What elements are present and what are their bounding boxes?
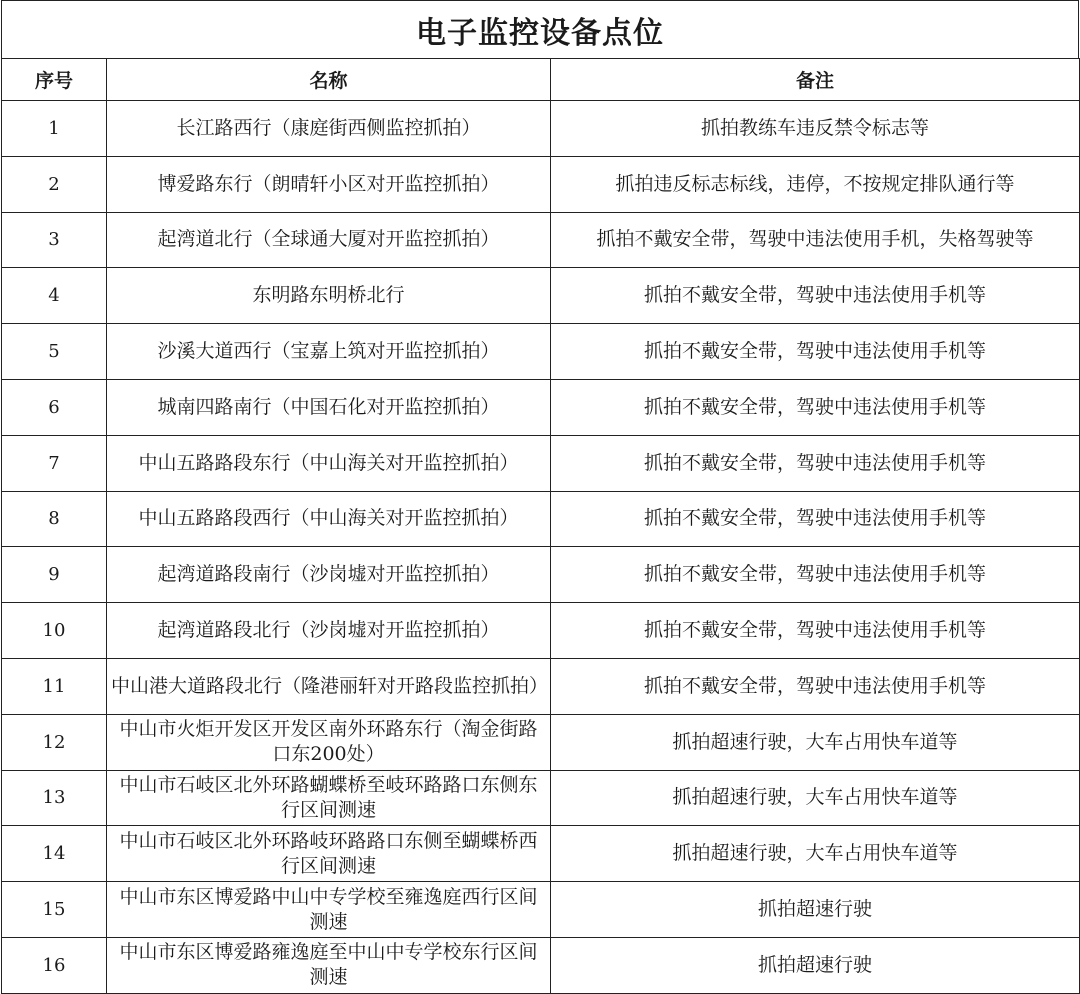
row-index: 2	[2, 156, 107, 212]
row-name: 中山市东区博爱路雍逸庭至中山中专学校东行区间测速	[107, 937, 551, 993]
row-note: 抓拍不戴安全带，驾驶中违法使用手机等	[551, 603, 1080, 659]
row-note: 抓拍不戴安全带，驾驶中违法使用手机等	[551, 379, 1080, 435]
row-index: 15	[2, 882, 107, 938]
row-name: 沙溪大道西行（宝嘉上筑对开监控抓拍）	[107, 324, 551, 380]
table-row	[2, 826, 1080, 882]
table-row	[2, 937, 1080, 993]
row-name: 中山市石岐区北外环路蝴蝶桥至岐环路路口东侧东行区间测速	[107, 770, 551, 826]
row-name: 中山市石岐区北外环路岐环路路口东侧至蝴蝶桥西行区间测速	[107, 826, 551, 882]
row-note: 抓拍不戴安全带，驾驶中违法使用手机等	[551, 268, 1080, 324]
row-index: 6	[2, 379, 107, 435]
table-header	[2, 59, 1080, 101]
row-index: 12	[2, 714, 107, 770]
row-note: 抓拍违反标志标线，违停，不按规定排队通行等	[551, 156, 1080, 212]
row-name: 中山市火炬开发区开发区南外环路东行（淘金街路口东200处）	[107, 714, 551, 770]
row-note: 抓拍不戴安全带，驾驶中违法使用手机等	[551, 658, 1080, 714]
table-row	[2, 882, 1080, 938]
row-name: 东明路东明桥北行	[107, 268, 551, 324]
table-row	[2, 212, 1080, 268]
table-row	[2, 714, 1080, 770]
table-row	[2, 156, 1080, 212]
table-row	[2, 268, 1080, 324]
row-name: 起湾道路段南行（沙岗墟对开监控抓拍）	[107, 547, 551, 603]
row-name: 中山五路路段东行（中山海关对开监控抓拍）	[107, 435, 551, 491]
row-index: 8	[2, 491, 107, 547]
row-name: 中山市东区博爱路中山中专学校至雍逸庭西行区间测速	[107, 882, 551, 938]
row-name: 中山港大道路段北行（隆港丽轩对开路段监控抓拍）	[107, 658, 551, 714]
row-index: 5	[2, 324, 107, 380]
table-title: 电子监控设备点位	[1, 0, 1079, 58]
row-index: 13	[2, 770, 107, 826]
header-index: 序号	[2, 59, 107, 101]
table-row	[2, 491, 1080, 547]
row-index: 16	[2, 937, 107, 993]
row-note: 抓拍不戴安全带，驾驶中违法使用手机等	[551, 435, 1080, 491]
row-note: 抓拍超速行驶	[551, 937, 1080, 993]
header-row	[2, 59, 1080, 101]
row-index: 3	[2, 212, 107, 268]
row-index: 14	[2, 826, 107, 882]
row-note: 抓拍教练车违反禁令标志等	[551, 101, 1080, 157]
row-note: 抓拍不戴安全带，驾驶中违法使用手机等	[551, 491, 1080, 547]
row-name: 长江路西行（康庭街西侧监控抓拍）	[107, 101, 551, 157]
table-row	[2, 770, 1080, 826]
row-note: 抓拍不戴安全带，驾驶中违法使用手机等	[551, 324, 1080, 380]
header-note: 备注	[551, 59, 1080, 101]
row-note: 抓拍不戴安全带，驾驶中违法使用手机等	[551, 547, 1080, 603]
monitoring-points-table	[1, 58, 1080, 994]
row-name: 起湾道路段北行（沙岗墟对开监控抓拍）	[107, 603, 551, 659]
table-row	[2, 603, 1080, 659]
table-row	[2, 658, 1080, 714]
row-index: 10	[2, 603, 107, 659]
row-index: 1	[2, 101, 107, 157]
row-name: 城南四路南行（中国石化对开监控抓拍）	[107, 379, 551, 435]
row-note: 抓拍不戴安全带，驾驶中违法使用手机，失格驾驶等	[551, 212, 1080, 268]
table-row	[2, 324, 1080, 380]
row-note: 抓拍超速行驶，大车占用快车道等	[551, 826, 1080, 882]
row-note: 抓拍超速行驶	[551, 882, 1080, 938]
monitoring-points-sheet	[1, 0, 1079, 994]
row-index: 9	[2, 547, 107, 603]
row-index: 7	[2, 435, 107, 491]
row-index: 11	[2, 658, 107, 714]
row-note: 抓拍超速行驶，大车占用快车道等	[551, 714, 1080, 770]
header-name: 名称	[107, 59, 551, 101]
row-name: 博爱路东行（朗晴轩小区对开监控抓拍）	[107, 156, 551, 212]
row-name: 中山五路路段西行（中山海关对开监控抓拍）	[107, 491, 551, 547]
table-row	[2, 101, 1080, 157]
row-name: 起湾道北行（全球通大厦对开监控抓拍）	[107, 212, 551, 268]
table-body	[2, 101, 1080, 994]
table-row	[2, 435, 1080, 491]
row-note: 抓拍超速行驶，大车占用快车道等	[551, 770, 1080, 826]
table-row	[2, 379, 1080, 435]
row-index: 4	[2, 268, 107, 324]
table-row	[2, 547, 1080, 603]
